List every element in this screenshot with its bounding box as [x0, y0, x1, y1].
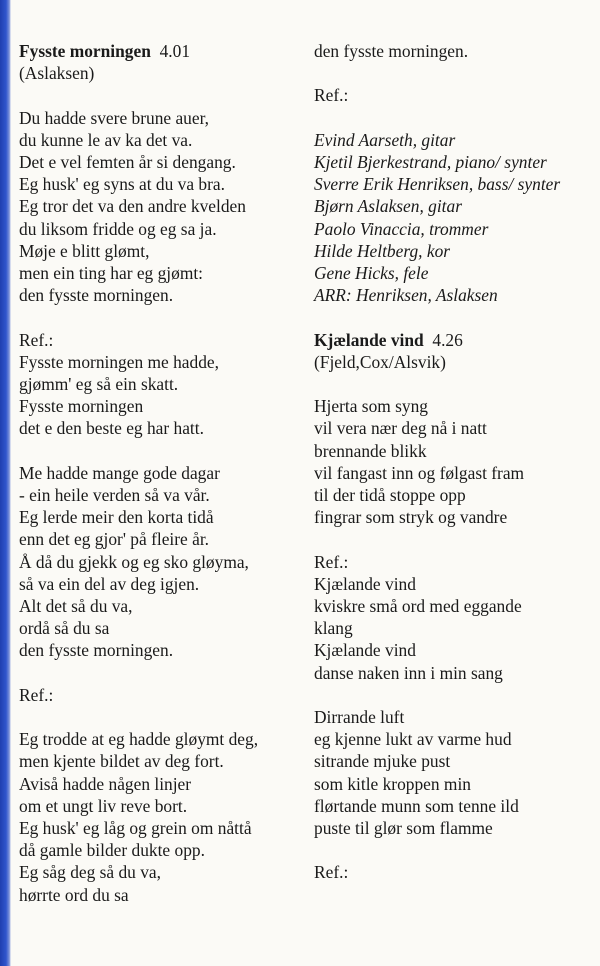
lyric-line: Det e vel femten år si dengang. — [19, 152, 236, 172]
left-column — [19, 40, 304, 906]
lyric-line: brennande blikk — [314, 440, 427, 461]
lyric-line: vil vera nær deg nå i natt — [314, 418, 487, 439]
lyric-line: Kjælande vind — [314, 640, 416, 661]
lyric-line: men kjente bildet av deg fort. — [19, 751, 224, 772]
lyric-line: klang — [314, 618, 353, 639]
song-credit: (Fjeld,Cox/Alsvik) — [314, 351, 446, 372]
musician-credit: Kjetil Bjerkestrand, piano/ synter — [314, 151, 547, 172]
song-duration: 4.01 — [159, 41, 191, 61]
lyric-line: den fysste morningen. — [19, 285, 174, 306]
chorus-label: Ref.: — [19, 329, 54, 350]
lyric-line: Hjerta som syng — [314, 396, 428, 417]
verse-1 — [19, 107, 304, 307]
lyric-line: Kjælande vind — [314, 573, 416, 594]
musician-credit: Gene Hicks, fele — [314, 263, 429, 283]
lyric-line: kviskre små ord med eggande — [314, 596, 522, 616]
lyric-line: til der tidå stoppe opp — [314, 485, 466, 505]
verse-3 — [19, 728, 304, 906]
lyric-line: Fysste morningen me hadde, — [19, 351, 219, 372]
lyric-line: puste til glør som flamme — [314, 818, 493, 839]
lyric-line: Dirrande luft — [314, 707, 405, 727]
lyric-line: den fysste morningen. — [19, 640, 174, 661]
song-credit: (Aslaksen) — [19, 63, 95, 84]
lyric-line: fingrar som stryk og vandre — [314, 507, 508, 528]
song-header-kjaelande-vind — [314, 329, 594, 351]
lyric-line: vil fangast inn og følgast fram — [314, 462, 525, 483]
right-column — [314, 40, 594, 884]
musician-credit: Paolo Vinaccia, trommer — [314, 218, 489, 239]
song-header-fysste-morningen — [19, 40, 304, 62]
lyric-line: Alt det så du va, — [19, 596, 133, 617]
lyric-line: Eg husk' eg syns at du va bra. — [19, 174, 225, 195]
verse-2 — [19, 462, 304, 662]
musician-credit: Sverre Erik Henriksen, bass/ synter — [314, 174, 561, 195]
musician-credits — [314, 129, 594, 307]
lyric-line: Me hadde mange gode dagar — [19, 462, 220, 483]
chorus-label: Ref.: — [314, 862, 349, 883]
musician-credit: Evind Aarseth, gitar — [314, 129, 456, 150]
chorus-label: Ref.: — [314, 85, 349, 106]
lyric-line: Eg tror det va den andre kvelden — [19, 196, 246, 217]
verse-2 — [314, 706, 594, 839]
lyric-line: Å då du gjekk og eg sko gløyma, — [19, 551, 249, 572]
lyric-line: eg kjenne lukt av varme hud — [314, 729, 512, 750]
lyric-line: den fysste morningen. — [314, 41, 469, 61]
lyric-line: sitrande mjuke pust — [314, 751, 451, 772]
lyric-line: då gamle bilder dukte opp. — [19, 840, 205, 861]
chorus — [314, 573, 594, 684]
arranger-credit: ARR: Henriksen, Aslaksen — [314, 285, 498, 306]
blue-edge-stripe — [0, 0, 11, 966]
lyric-line: det e den beste eg har hatt. — [19, 418, 204, 439]
lyric-line: danse naken inn i min sang — [314, 662, 503, 683]
lyric-line: hørrte ord du sa — [19, 884, 129, 905]
song-title: Fysste morningen — [19, 41, 151, 61]
lyric-line: så va ein del av deg igjen. — [19, 573, 200, 594]
musician-credit: Bjørn Aslaksen, gitar — [314, 196, 462, 217]
lyric-line: du kunne le av ka det va. — [19, 129, 193, 150]
lyric-line: flørtande munn som tenne ild — [314, 795, 519, 816]
lyric-line: om et ungt liv reve bort. — [19, 795, 188, 816]
musician-credit: Hilde Heltberg, kor — [314, 240, 451, 261]
chorus-label: Ref.: — [19, 684, 54, 705]
lyric-line: Eg trodde at eg hadde gløymt deg, — [19, 729, 259, 750]
lyric-line: ordå så du sa — [19, 618, 110, 639]
lyric-line: - ein heile verden så va vår. — [19, 485, 210, 506]
lyric-line: Du hadde svere brune auer, — [19, 107, 210, 128]
verse-1 — [314, 395, 594, 528]
lyric-line: Aviså hadde någen linjer — [19, 773, 192, 794]
lyric-line: som kitle kroppen min — [314, 773, 471, 794]
lyric-line: Eg såg deg så du va, — [19, 862, 161, 883]
lyric-line: gjømm' eg så ein skatt. — [19, 374, 179, 395]
lyric-line: du liksom fridde og eg sa ja. — [19, 218, 217, 239]
lyric-line: Eg husk' eg låg og grein om nåttå — [19, 818, 252, 839]
lyric-line: enn det eg gjor' på fleire år. — [19, 529, 209, 550]
chorus — [19, 351, 304, 440]
lyric-line: men ein ting har eg gjømt: — [19, 263, 204, 284]
lyric-line: Eg lerde meir den korta tidå — [19, 507, 214, 528]
chorus-label: Ref.: — [314, 551, 349, 572]
lyric-line: Fysste morningen — [19, 396, 144, 417]
song-duration: 4.26 — [432, 329, 463, 350]
lyric-line: Møje e blitt glømt, — [19, 240, 150, 261]
song-title: Kjælande vind — [314, 329, 424, 350]
